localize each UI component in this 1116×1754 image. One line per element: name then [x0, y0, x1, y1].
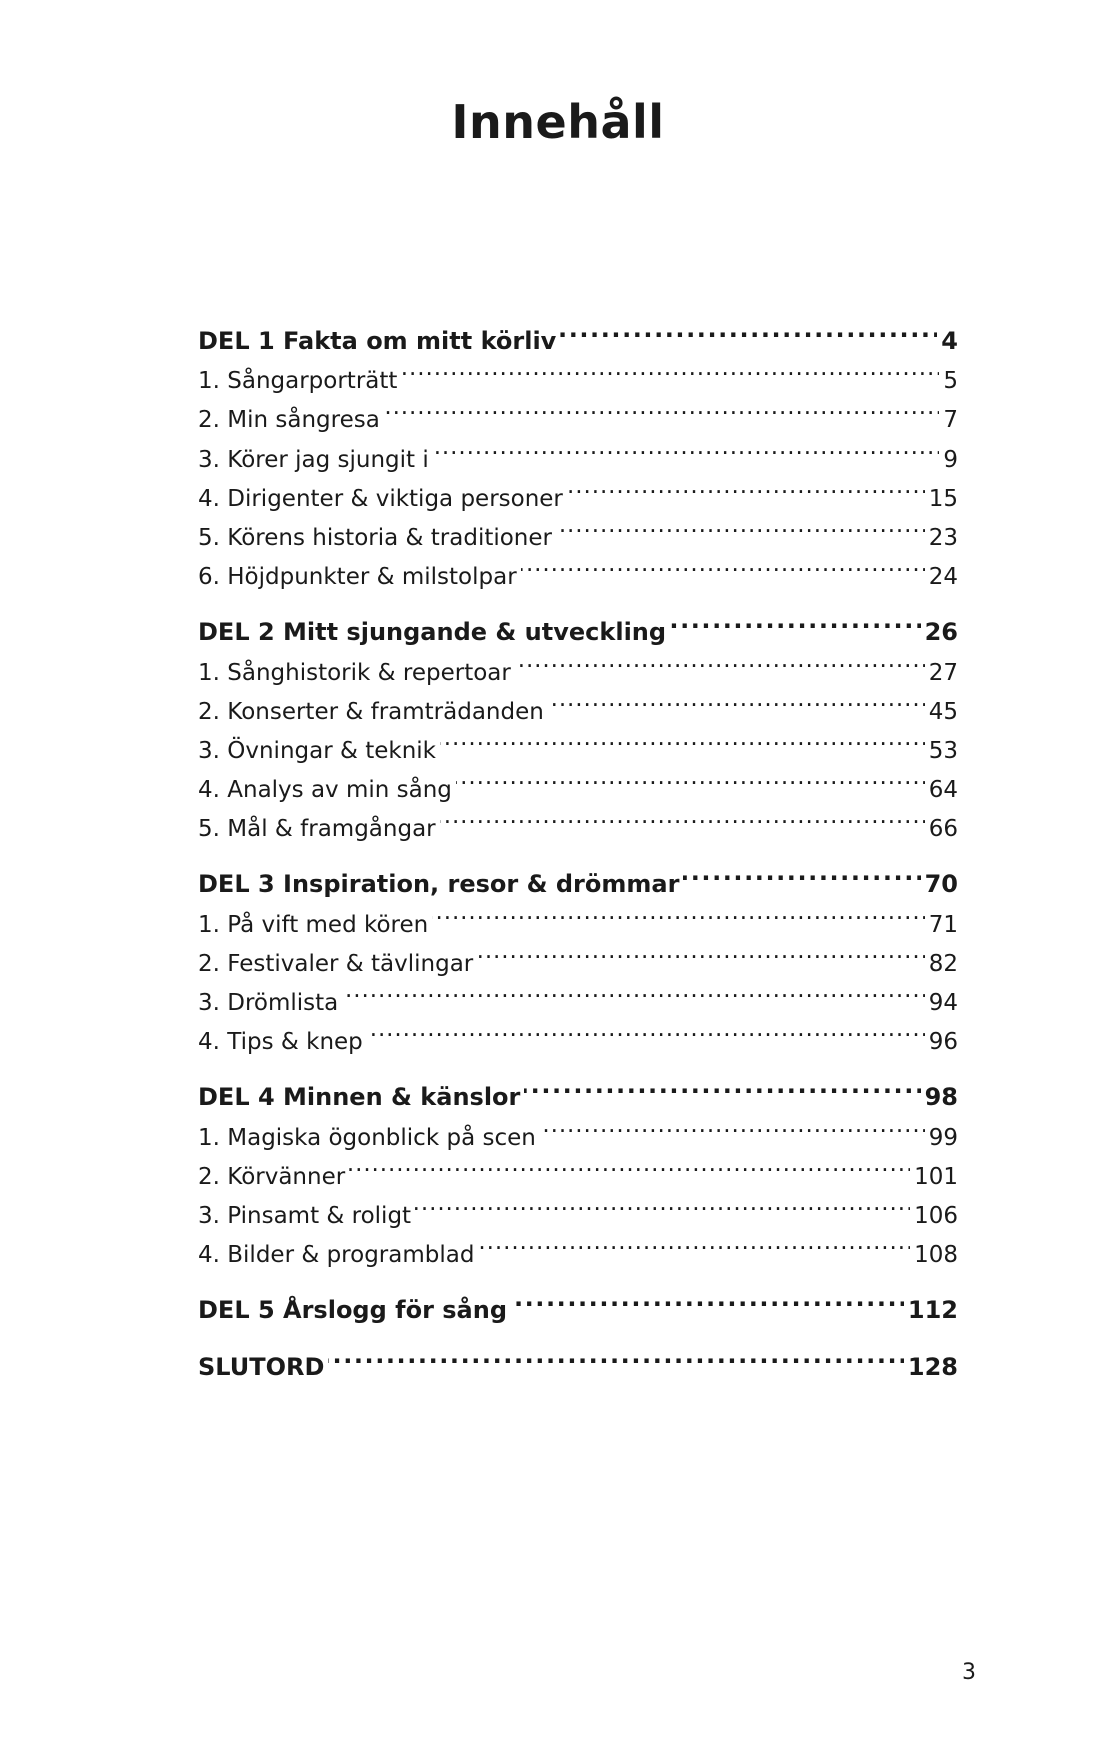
- toc-page-number: 26: [924, 618, 958, 647]
- toc-page-number: 64: [928, 777, 958, 804]
- toc-page-number: 70: [924, 870, 958, 899]
- toc-entry-label: 2. Min sångresa: [198, 407, 380, 434]
- dot-leader: [349, 1145, 910, 1184]
- toc-part-label: DEL 3 Inspiration, resor & drömmar: [198, 870, 680, 899]
- toc-page-number: 82: [928, 950, 958, 977]
- toc-page-number: 101: [914, 1163, 958, 1190]
- dot-leader: [440, 797, 925, 836]
- toc-section-slutord: [198, 1336, 958, 1381]
- toc-page-number: 24: [928, 564, 958, 591]
- toc-entry-label: 6. Höjdpunkter & milstolpar: [198, 564, 517, 591]
- toc-page-number: 106: [914, 1202, 958, 1229]
- dot-leader: [521, 545, 925, 584]
- toc-entry-label: 5. Körens historia & traditioner: [198, 524, 552, 551]
- toc-page-number: 66: [928, 816, 958, 843]
- dot-leader: [433, 428, 940, 467]
- toc-entry-label: 1. Magiska ögonblick på scen: [198, 1124, 536, 1151]
- toc-page-number: 9: [943, 446, 958, 473]
- page-title: Innehåll: [451, 95, 665, 149]
- toc-entry-label: 2. Konserter & framträdanden: [198, 698, 544, 725]
- toc-page-number: 7: [943, 407, 958, 434]
- toc-page-number: 108: [914, 1242, 958, 1269]
- toc-entry-label: 3. Övningar & teknik: [198, 737, 436, 764]
- toc-part-entry[interactable]: [198, 601, 958, 647]
- toc-part-label: DEL 4 Minnen & känslor: [198, 1083, 521, 1112]
- dot-leader: [432, 893, 924, 932]
- toc-page-number: 4: [941, 327, 958, 355]
- toc-part-entry[interactable]: [198, 1279, 958, 1325]
- toc-entry-label: 2. Körvänner: [198, 1163, 346, 1190]
- dot-leader: [342, 971, 924, 1010]
- toc-entry-label: 3. Pinsamt & roligt: [198, 1202, 412, 1229]
- dot-leader: [670, 601, 921, 640]
- toc-part-entry[interactable]: [198, 310, 958, 355]
- dot-leader: [556, 506, 925, 545]
- toc-page-number: 5: [943, 368, 958, 395]
- toc-entry-label: 1. Sångarporträtt: [198, 368, 398, 395]
- dot-leader: [567, 467, 925, 506]
- table-of-contents: [198, 310, 958, 1392]
- dot-leader: [560, 310, 937, 349]
- toc-part-label: DEL 5 Årslogg för sång: [198, 1296, 508, 1325]
- dot-leader: [367, 1010, 925, 1049]
- toc-entry-label: 3. Drömlista: [198, 990, 339, 1016]
- toc-entry-label: 4. Tips & knep: [198, 1029, 363, 1056]
- dot-leader: [524, 1066, 920, 1105]
- toc-page-number: 27: [928, 659, 958, 686]
- toc-page-number: 99: [928, 1124, 958, 1151]
- toc-page-number: 94: [928, 990, 958, 1016]
- toc-part-label: DEL 2 Mitt sjungande & utveckling: [198, 618, 667, 647]
- dot-leader: [540, 1106, 925, 1145]
- toc-page-number: 15: [928, 485, 958, 512]
- toc-page-number: 53: [928, 737, 958, 764]
- toc-section-del-5: [198, 1279, 958, 1325]
- toc-page-number: 45: [928, 698, 958, 725]
- toc-section-del-4: [198, 1066, 958, 1269]
- dot-leader: [384, 388, 940, 427]
- toc-page-number: 96: [928, 1029, 958, 1056]
- toc-entry-label: 2. Festivaler & tävlingar: [198, 950, 474, 977]
- toc-page-number: 98: [924, 1083, 958, 1112]
- toc-part-entry[interactable]: [198, 853, 958, 899]
- dot-leader: [440, 719, 925, 758]
- toc-page-number: 23: [928, 524, 958, 551]
- toc-section-del-2: [198, 601, 958, 843]
- dot-leader: [477, 932, 924, 971]
- toc-part-entry[interactable]: [198, 1066, 958, 1112]
- toc-page-number: 112: [907, 1296, 958, 1325]
- toc-entry-label: 3. Körer jag sjungit i: [198, 446, 429, 473]
- toc-entry-label: 1. På vift med kören: [198, 911, 429, 938]
- toc-entry-label: 1. Sånghistorik & repertoar: [198, 659, 511, 686]
- toc-entry-label: 5. Mål & framgångar: [198, 816, 436, 843]
- toc-entry-label: 4. Dirigenter & viktiga personer: [198, 485, 563, 512]
- toc-part-label: SLUTORD: [198, 1352, 325, 1381]
- toc-entry-label: 4. Analys av min sång: [198, 777, 452, 804]
- toc-section-del-1: [198, 310, 958, 591]
- dot-leader: [456, 758, 925, 797]
- toc-page-number: 128: [907, 1352, 958, 1381]
- dot-leader: [548, 680, 925, 719]
- dot-leader: [328, 1336, 904, 1375]
- toc-part-label: DEL 1 Fakta om mitt körliv: [198, 327, 557, 355]
- dot-leader: [683, 853, 920, 892]
- dot-leader: [478, 1223, 910, 1262]
- toc-section-del-3: [198, 853, 958, 1056]
- page-number: 3: [962, 1660, 976, 1685]
- toc-page-number: 71: [928, 911, 958, 938]
- dot-leader: [401, 349, 939, 388]
- toc-part-entry[interactable]: [198, 1336, 958, 1381]
- toc-entry-label: 4. Bilder & programblad: [198, 1242, 475, 1269]
- dot-leader: [415, 1184, 910, 1223]
- dot-leader: [511, 1279, 904, 1318]
- dot-leader: [515, 641, 925, 680]
